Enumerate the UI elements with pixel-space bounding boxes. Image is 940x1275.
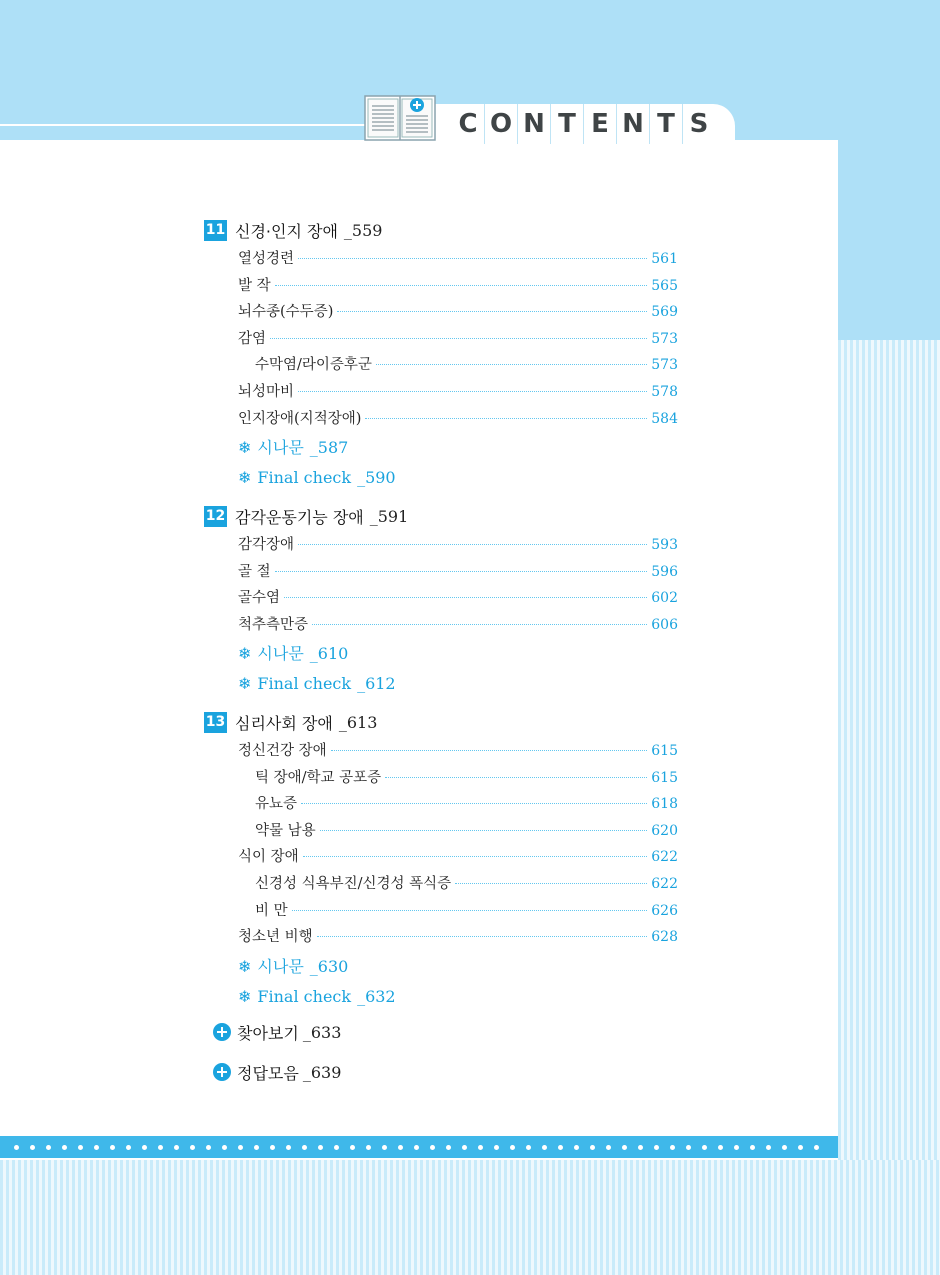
snowflake-icon: ❄	[238, 986, 252, 1006]
chapter-page: _613	[338, 712, 378, 732]
footer-dot	[686, 1145, 691, 1150]
footer-dot	[334, 1145, 339, 1150]
dotted-leader	[298, 391, 647, 392]
entry-page: 578	[651, 384, 678, 400]
dotted-footer-bar	[0, 1136, 838, 1158]
entry-label: 신경성 식욕부진/신경성 폭식증	[255, 876, 452, 892]
snowflake-icon: ❄	[238, 644, 252, 664]
footer-dot	[238, 1145, 243, 1150]
extra-page: _610	[309, 644, 349, 664]
entry-page: 606	[651, 616, 678, 633]
dotted-leader	[303, 856, 648, 857]
entry-label: 감염	[238, 330, 267, 347]
dotted-leader	[376, 364, 647, 365]
footer-dot	[798, 1145, 803, 1150]
extra-page: _612	[357, 674, 396, 694]
footer-dot	[782, 1145, 787, 1150]
footer-dot	[654, 1145, 659, 1150]
contents-letter: T	[649, 104, 682, 144]
dotted-leader	[275, 285, 648, 286]
dotted-leader	[275, 571, 648, 572]
entry-label: 골수염	[238, 590, 281, 607]
toc-entry[interactable]	[238, 301, 678, 323]
footer-dot	[526, 1145, 531, 1150]
snowflake-icon: ❄	[238, 674, 252, 694]
dotted-leader	[317, 936, 648, 937]
dotted-leader	[301, 803, 647, 804]
toc-entry[interactable]	[238, 561, 678, 583]
entry-label: 비 만	[255, 902, 288, 919]
extra-page: _632	[357, 986, 396, 1006]
footer-dot	[462, 1145, 467, 1150]
extra-page: _587	[309, 438, 349, 458]
entry-page: 584	[651, 410, 678, 427]
toc-entry[interactable]	[255, 820, 678, 842]
footer-dot	[766, 1145, 771, 1150]
footer-dot	[398, 1145, 403, 1150]
entry-page: 618	[651, 796, 678, 813]
entry-label: 틱 장애/학교 공포증	[255, 769, 382, 786]
entry-page: 573	[651, 357, 678, 374]
entry-page: 561	[651, 251, 678, 267]
chapter-heading[interactable]	[204, 218, 382, 242]
entry-label: 골 절	[238, 563, 271, 580]
footer-dot	[718, 1145, 723, 1150]
chapter-number-badge: 11	[204, 220, 227, 241]
toc-extra-item[interactable]	[238, 466, 396, 490]
footer-dot	[478, 1145, 483, 1150]
footer-dot	[30, 1145, 35, 1150]
dotted-leader	[312, 624, 647, 625]
dotted-leader	[284, 597, 647, 598]
entry-label: 유뇨증	[255, 796, 298, 813]
contents-letter: N	[616, 104, 649, 144]
chapter-page: _591	[369, 506, 409, 526]
entry-label: 수막염/라이증후군	[255, 357, 372, 374]
chapter-heading[interactable]	[204, 504, 408, 528]
footer-dot	[206, 1145, 211, 1150]
chapter-title: 신경·인지 장애	[235, 221, 338, 241]
contents-letter: C	[458, 109, 478, 139]
entry-label: 열성경련	[238, 251, 295, 267]
footer-dot	[814, 1145, 819, 1150]
entry-label: 발 작	[238, 277, 271, 294]
footer-dot	[318, 1145, 323, 1150]
toc-extra-item[interactable]	[238, 955, 348, 979]
footer-dot	[510, 1145, 515, 1150]
entry-label: 인지장애(지적장애)	[238, 410, 362, 427]
footer-dot	[126, 1145, 131, 1150]
contents-letter: S	[682, 104, 715, 144]
chapter-number-badge: 12	[204, 506, 227, 527]
chapter-title: 감각운동기능 장애	[235, 507, 364, 527]
footer-dot	[622, 1145, 627, 1150]
toc-entry[interactable]	[238, 328, 678, 350]
footer-dot	[270, 1145, 275, 1150]
footer-dot	[670, 1145, 675, 1150]
footer-dot	[174, 1145, 179, 1150]
chapter-number-badge: 13	[204, 712, 227, 733]
entry-page: 596	[651, 563, 678, 580]
entry-page: 602	[651, 590, 678, 607]
toc-entry[interactable]	[238, 534, 678, 556]
toc-entry[interactable]	[238, 740, 678, 762]
contents-letter: T	[550, 104, 583, 144]
extra-page: _590	[357, 468, 396, 488]
entry-page: 626	[651, 902, 678, 919]
dotted-leader	[337, 311, 647, 312]
toc-entry[interactable]	[255, 793, 678, 815]
chapter-title: 심리사회 장애	[235, 713, 333, 733]
appendix-item[interactable]	[213, 1020, 341, 1044]
entry-label: 청소년 비행	[238, 929, 313, 946]
appendix-page: _639	[302, 1062, 342, 1082]
entry-label: 뇌수종(수두증)	[238, 304, 334, 321]
footer-dot	[14, 1145, 19, 1150]
toc-entry[interactable]	[238, 926, 678, 948]
toc-entry[interactable]	[238, 275, 678, 297]
entry-page: 622	[651, 876, 678, 892]
contents-letter: N	[517, 104, 550, 144]
toc-entry[interactable]	[238, 248, 678, 270]
toc-entry[interactable]	[255, 900, 678, 922]
entry-label: 식이 장애	[238, 849, 299, 866]
footer-dot	[734, 1145, 739, 1150]
dotted-leader	[331, 750, 648, 751]
extra-label: 시나문	[257, 438, 304, 458]
dotted-leader	[292, 910, 648, 911]
contents-letter: O	[484, 104, 517, 144]
dotted-leader	[320, 830, 648, 831]
plus-circle-icon	[213, 1063, 231, 1081]
entry-label: 약물 남용	[255, 822, 316, 839]
footer-dot	[414, 1145, 419, 1150]
footer-dot	[286, 1145, 291, 1150]
toc-entry[interactable]	[238, 846, 678, 868]
footer-dot	[494, 1145, 499, 1150]
contents-letter: E	[583, 104, 616, 144]
footer-dot	[62, 1145, 67, 1150]
appendix-item[interactable]	[213, 1060, 341, 1084]
chapter-page: _559	[343, 220, 383, 240]
toc-entry[interactable]	[255, 354, 678, 376]
book-icon	[364, 92, 436, 142]
chapter-heading[interactable]	[204, 710, 377, 734]
appendix-title: 찾아보기	[237, 1023, 299, 1043]
extra-label: Final check	[257, 468, 352, 488]
contents-title	[452, 104, 715, 144]
appendix-title: 정답모음	[237, 1063, 299, 1083]
extra-label: 시나문	[257, 644, 304, 664]
entry-page: 593	[651, 537, 678, 553]
footer-dot	[382, 1145, 387, 1150]
toc-extra-item[interactable]	[238, 985, 396, 1009]
entry-page: 628	[651, 929, 678, 946]
footer-dot	[158, 1145, 163, 1150]
dotted-leader	[298, 258, 647, 259]
extra-label: 시나문	[257, 956, 304, 976]
footer-dot	[190, 1145, 195, 1150]
snowflake-icon: ❄	[238, 956, 252, 976]
toc-entry[interactable]	[255, 767, 678, 789]
entry-page: 615	[651, 769, 678, 786]
toc-extra-item[interactable]	[238, 436, 348, 460]
toc-entry[interactable]	[238, 614, 678, 636]
footer-dot	[350, 1145, 355, 1150]
extra-label: Final check	[257, 986, 352, 1006]
footer-dot	[430, 1145, 435, 1150]
footer-dot	[542, 1145, 547, 1150]
footer-dot	[446, 1145, 451, 1150]
footer-dot	[78, 1145, 83, 1150]
entry-label: 감각장애	[238, 537, 295, 553]
footer-dot	[750, 1145, 755, 1150]
footer-dot	[366, 1145, 371, 1150]
toc-entry[interactable]	[255, 873, 678, 895]
footer-dot	[574, 1145, 579, 1150]
snowflake-icon: ❄	[238, 468, 252, 488]
toc-entry[interactable]	[238, 587, 678, 609]
entry-page: 620	[651, 822, 678, 839]
entry-page: 622	[651, 849, 678, 866]
footer-dot	[142, 1145, 147, 1150]
toc-entry[interactable]	[238, 381, 678, 403]
toc-extra-item[interactable]	[238, 672, 396, 696]
footer-dot	[254, 1145, 259, 1150]
header-rule	[0, 124, 370, 126]
dotted-leader	[365, 418, 647, 419]
right-stripes	[838, 340, 940, 1275]
dotted-leader	[385, 777, 647, 778]
footer-dot	[638, 1145, 643, 1150]
entry-page: 615	[651, 743, 678, 759]
entry-page: 565	[651, 277, 678, 294]
footer-dot	[558, 1145, 563, 1150]
extra-page: _630	[309, 956, 349, 976]
footer-dot	[222, 1145, 227, 1150]
footer-dot	[302, 1145, 307, 1150]
entry-label: 정신건강 장애	[238, 743, 327, 759]
entry-page: 569	[651, 304, 678, 321]
entry-page: 573	[651, 330, 678, 347]
extra-label: Final check	[257, 674, 352, 694]
toc-extra-item[interactable]	[238, 642, 348, 666]
footer-dot	[94, 1145, 99, 1150]
footer-dot	[702, 1145, 707, 1150]
entry-label: 척추측만증	[238, 616, 309, 633]
footer-dot	[46, 1145, 51, 1150]
dotted-leader	[298, 544, 647, 545]
dotted-leader	[455, 883, 647, 884]
snowflake-icon: ❄	[238, 438, 252, 458]
plus-circle-icon	[213, 1023, 231, 1041]
dotted-leader	[270, 338, 647, 339]
footer-dot	[606, 1145, 611, 1150]
footer-dot	[110, 1145, 115, 1150]
appendix-page: _633	[302, 1022, 342, 1042]
entry-label: 뇌성마비	[238, 384, 295, 400]
toc-entry[interactable]	[238, 408, 678, 430]
footer-dot	[590, 1145, 595, 1150]
bottom-stripes	[0, 1160, 940, 1275]
